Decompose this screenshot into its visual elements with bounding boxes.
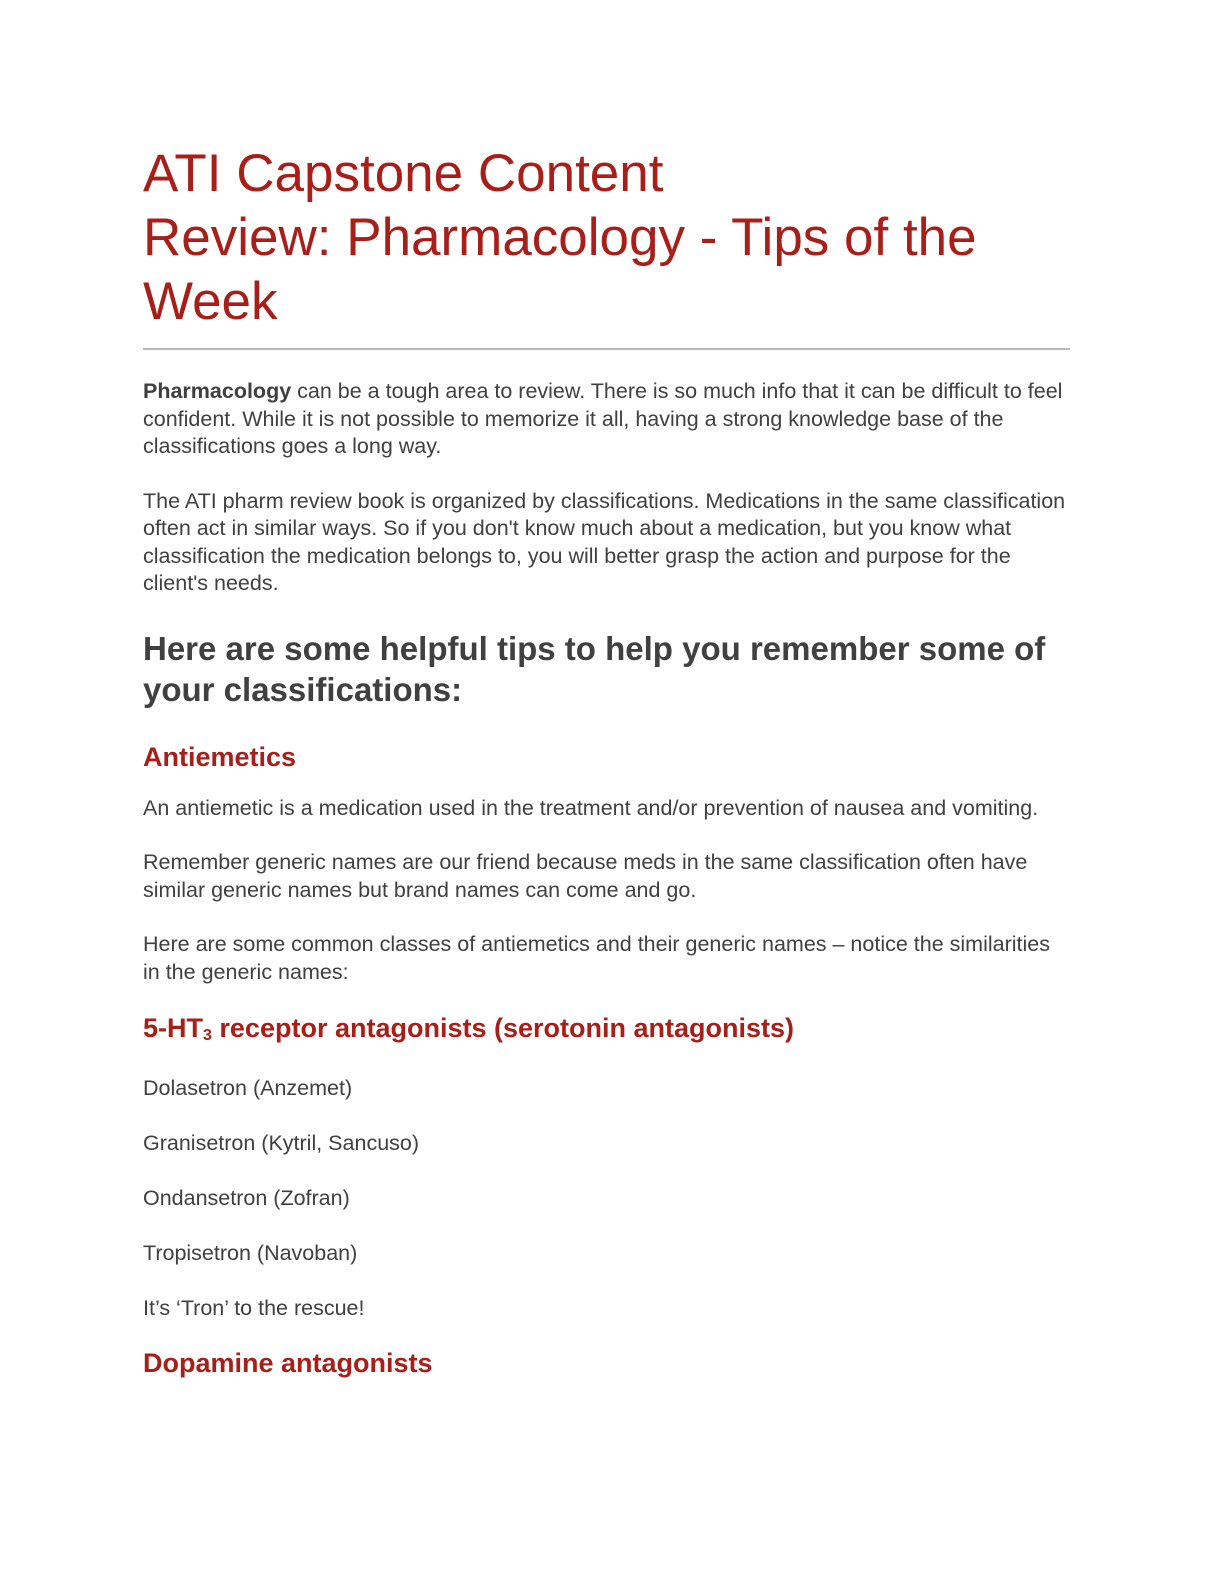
antiemetic-definition: An antiemetic is a medication used in the treatment and/or prevention of nausea and vomiting. <box>143 795 1039 820</box>
serotonin-heading-suffix: receptor antagonists (serotonin antagonists) <box>211 1013 794 1043</box>
dopamine-antagonists-heading: Dopamine antagonists <box>143 1347 433 1378</box>
title-line-1: ATI Capstone Content <box>143 144 664 203</box>
tips-heading: Here are some helpful tips to help you remember some of your classifications: <box>143 629 1046 708</box>
drug-item: Dolasetron (Anzemet) <box>143 1076 353 1100</box>
title-divider <box>143 348 1070 350</box>
generic-names-note: Remember generic names are our friend because meds in the same classification often have similar generic names but brand names can come and go. <box>143 850 1028 902</box>
serotonin-heading-prefix: 5-HT <box>143 1013 203 1043</box>
antiemetics-heading: Antiemetics <box>143 741 297 772</box>
classification-paragraph: The ATI pharm review book is organized by classifications. Medications in the same classification often act in similar ways. So if you don't know much about a medication, but you know what classification the medication belongs to, you will better grasp the action and purpose for the client's needs. <box>143 488 1066 595</box>
classes-intro: Here are some common classes of antiemetics and their generic names – notice the similarities in the generic names: <box>143 932 1050 984</box>
serotonin-heading-subscript: 3 <box>203 1027 212 1044</box>
mnemonic-text: It’s ‘Tron’ to the rescue! <box>143 1296 365 1320</box>
intro-paragraph <box>143 378 1070 461</box>
drug-item: Granisetron (Kytril, Sancuso) <box>143 1131 420 1155</box>
intro-text: can be a tough area to review. There is so much info that it can be difficult to feel confident. While it is not possible to memorize it all, having a strong knowledge base of the classifications goes a long way. <box>143 379 1063 458</box>
title-line-3: Week <box>143 272 278 331</box>
title-line-2: Review: Pharmacology - Tips of the <box>143 208 977 267</box>
drug-item: Ondansetron (Zofran) <box>143 1186 350 1210</box>
document-title <box>143 142 1070 334</box>
document-page <box>143 142 1070 1380</box>
serotonin-antagonists-heading <box>143 1011 1070 1053</box>
drug-item: Tropisetron (Navoban) <box>143 1241 358 1265</box>
intro-bold-lead: Pharmacology <box>143 379 292 403</box>
